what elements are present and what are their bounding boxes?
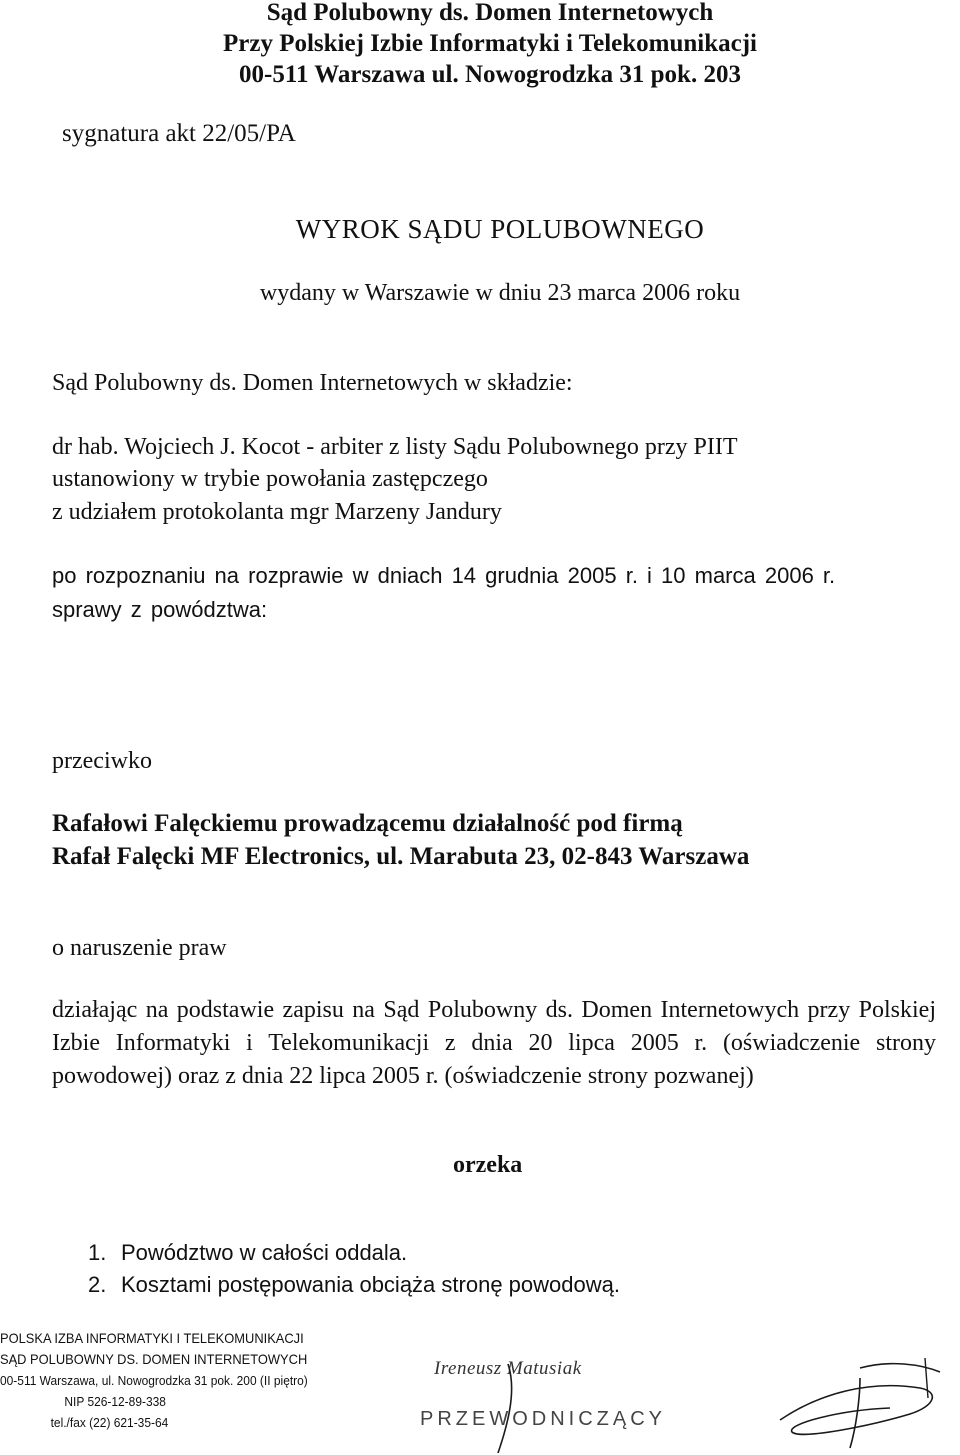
stamp-line-1: POLSKA IZBA INFORMATYKI I TELEKOMUNIKACJI bbox=[0, 1330, 304, 1346]
panel-line-1: dr hab. Wojciech J. Kocot - arbiter z listy Sądu Polubownego przy PIIT bbox=[52, 434, 738, 460]
stamp-line-2: SĄD POLUBOWNY DS. DOMEN INTERNETOWYCH bbox=[0, 1351, 308, 1367]
judgment-subtitle: wydany w Warszawie w dniu 23 marca 2006 roku bbox=[259, 280, 741, 306]
hearing-line-2: sprawy z powództwa: bbox=[52, 597, 268, 622]
signatory-name: Ireneusz Matusiak bbox=[434, 1358, 582, 1379]
hearing-line-1: po rozpoznaniu na rozprawie w dniach 14 grudnia 2005 r. i 10 marca 2006 r. bbox=[52, 563, 836, 588]
ruling-item-2-text: Kosztami postępowania obciąża stronę powodową. bbox=[121, 1272, 620, 1297]
judgment-title: WYROK SĄDU POLUBOWNEGO bbox=[295, 214, 705, 244]
panel-line-3: z udziałem protokolanta mgr Marzeny Jandury bbox=[52, 499, 502, 525]
signatory-role: PRZEWODNICZĄCY bbox=[420, 1408, 666, 1430]
signature-scribble bbox=[420, 1358, 960, 1453]
ruling-item-1-text: Powództwo w całości oddala. bbox=[121, 1240, 408, 1265]
court-header-line-1: Sąd Polubowny ds. Domen Internetowych bbox=[266, 0, 714, 26]
ruling-heading: orzeka bbox=[453, 1152, 523, 1178]
court-header-line-2: Przy Polskiej Izbie Informatyki i Telekomunikacji bbox=[222, 30, 758, 57]
stamp-line-5: tel./fax (22) 621-35-64 bbox=[50, 1415, 169, 1430]
court-stamp bbox=[0, 1328, 308, 1433]
case-signature: sygnatura akt 22/05/PA bbox=[62, 120, 296, 147]
defendant-line-1: Rafałowi Falęckiemu prowadzącemu działalność pod firmą bbox=[52, 810, 683, 837]
panel-line-2: ustanowiony w trybie powołania zastępczego bbox=[52, 466, 488, 492]
court-composition: Sąd Polubowny ds. Domen Internetowych w składzie: bbox=[52, 370, 573, 396]
ruling-item-1-number: 1. bbox=[88, 1240, 107, 1265]
stamp-line-3: 00-511 Warszawa, ul. Nowogrodzka 31 pok. 200 (II piętro) bbox=[0, 1373, 308, 1388]
case-subject: o naruszenie praw bbox=[52, 935, 227, 961]
against-label: przeciwko bbox=[52, 748, 152, 774]
defendant-line-2: Rafał Falęcki MF Electronics, ul. Marabuta 23, 02-843 Warszawa bbox=[52, 843, 750, 870]
legal-basis-paragraph: działając na podstawie zapisu na Sąd Polubowny ds. Domen Internetowych przy Polskiej Izbie Informatyki i Telekomunikacji z dnia 20 lipca 2005 r. (oświadczenie strony powodowej) oraz z dnia 22 lipca 2005 r. (oświadczenie strony pozwanej) bbox=[52, 997, 936, 1089]
court-header-line-3: 00-511 Warszawa ul. Nowogrodzka 31 pok. 203 bbox=[239, 61, 741, 88]
stamp-line-4: NIP 526-12-89-338 bbox=[64, 1394, 166, 1409]
ruling-item-2-number: 2. bbox=[88, 1272, 107, 1297]
